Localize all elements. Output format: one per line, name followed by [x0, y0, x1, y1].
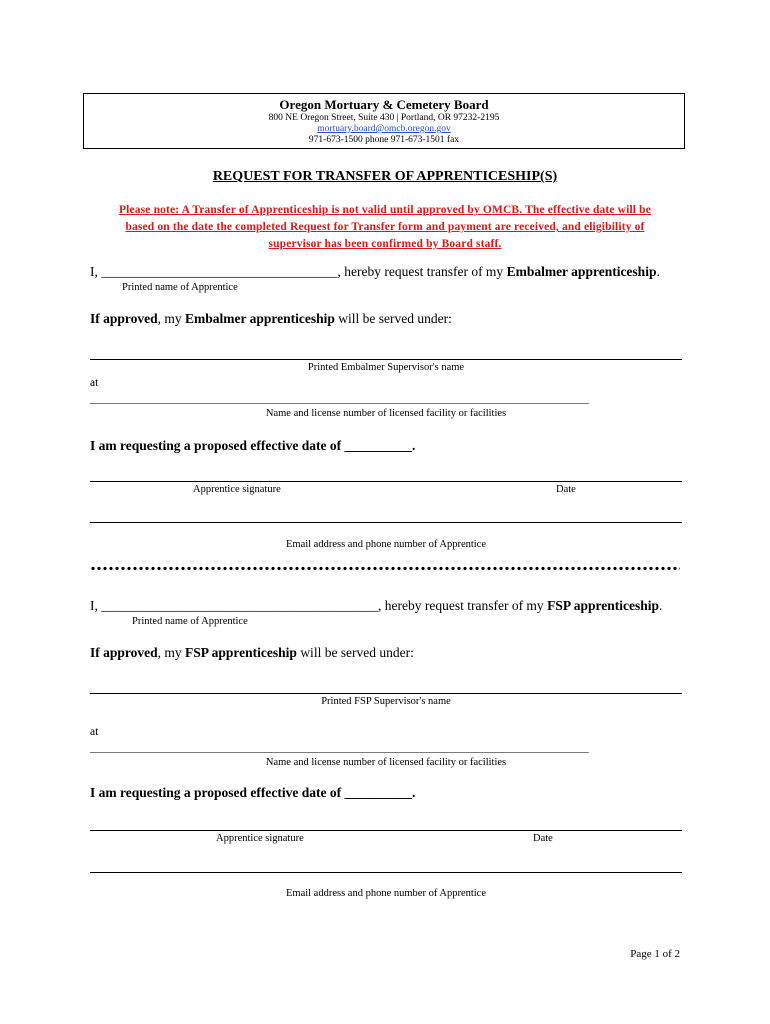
embalmer-name-blank[interactable]: ___________________________________ — [101, 264, 338, 279]
embalmer-signature-field[interactable] — [90, 481, 682, 482]
fsp-supervisor-label: Printed FSP Supervisor's name — [321, 696, 451, 707]
section-divider — [90, 566, 680, 571]
notice-line: based on the date the completed Request for Transfer form and payment are received, and eligibility of — [125, 221, 645, 233]
embalmer-email-phone-field[interactable] — [90, 522, 682, 523]
fsp-facility-label: Name and license number of licensed facility or facilities — [265, 757, 507, 768]
embalmer-signature-label: Apprentice signature — [193, 484, 281, 495]
fsp-facility-field[interactable]: _______________________________________________________________________________________________ — [90, 743, 589, 754]
fsp-email-phone-field[interactable] — [90, 872, 682, 873]
org-phones: 971-673-1500 phone 971-673-1501 fax — [308, 135, 460, 145]
embalmer-printed-name-label: Printed name of Apprentice — [122, 282, 238, 293]
embalmer-at-label: at — [90, 377, 99, 389]
embalmer-facility-label: Name and license number of licensed facility or facilities — [265, 408, 507, 419]
fsp-signature-label: Apprentice signature — [216, 833, 304, 844]
embalmer-effective-date[interactable]: I am requesting a proposed effective date of __________. — [90, 438, 416, 453]
embalmer-supervisor-field[interactable] — [90, 359, 682, 360]
notice-line: supervisor has been confirmed by Board staff. — [268, 238, 502, 250]
fsp-printed-name-label: Printed name of Apprentice — [132, 616, 248, 627]
embalmer-supervisor-label: Printed Embalmer Supervisor's name — [307, 362, 465, 373]
embalmer-facility-field[interactable]: _______________________________________________________________________________________________ — [90, 394, 589, 405]
page-number: Page 1 of 2 — [630, 948, 680, 960]
email-link[interactable]: mortuary.board@omcb.oregon.gov — [317, 124, 451, 134]
fsp-request-line: I, _________________________________________, hereby request transfer of my FSP apprenticeship. — [90, 598, 663, 613]
notice-line: Please note: A Transfer of Apprenticeship is not valid until approved by OMCB. The effective date will be — [119, 204, 651, 216]
embalmer-date-label: Date — [556, 484, 576, 495]
embalmer-request-line: I, ___________________________________, hereby request transfer of my Embalmer apprenticeship. — [90, 264, 660, 279]
fsp-date-label: Date — [533, 833, 553, 844]
fsp-signature-field[interactable] — [90, 830, 682, 831]
fsp-name-blank[interactable]: _________________________________________ — [101, 598, 378, 613]
embalmer-approved-line: If approved, my Embalmer apprenticeship will be served under: — [90, 311, 452, 326]
fsp-supervisor-field[interactable] — [90, 693, 682, 694]
notice — [95, 202, 675, 253]
fsp-approved-line: If approved, my FSP apprenticeship will be served under: — [90, 645, 414, 660]
org-address: 800 NE Oregon Street, Suite 430 | Portland, OR 97232-2195 — [268, 113, 500, 123]
fsp-effective-date[interactable]: I am requesting a proposed effective date of __________. — [90, 785, 416, 800]
fsp-email-phone-label: Email address and phone number of Apprentice — [285, 888, 487, 899]
embalmer-email-phone-label: Email address and phone number of Apprentice — [285, 539, 487, 550]
page-title: REQUEST FOR TRANSFER OF APPRENTICESHIP(S) — [212, 169, 558, 184]
fsp-at-label: at — [90, 726, 99, 738]
org-name: Oregon Mortuary & Cemetery Board — [279, 97, 489, 112]
